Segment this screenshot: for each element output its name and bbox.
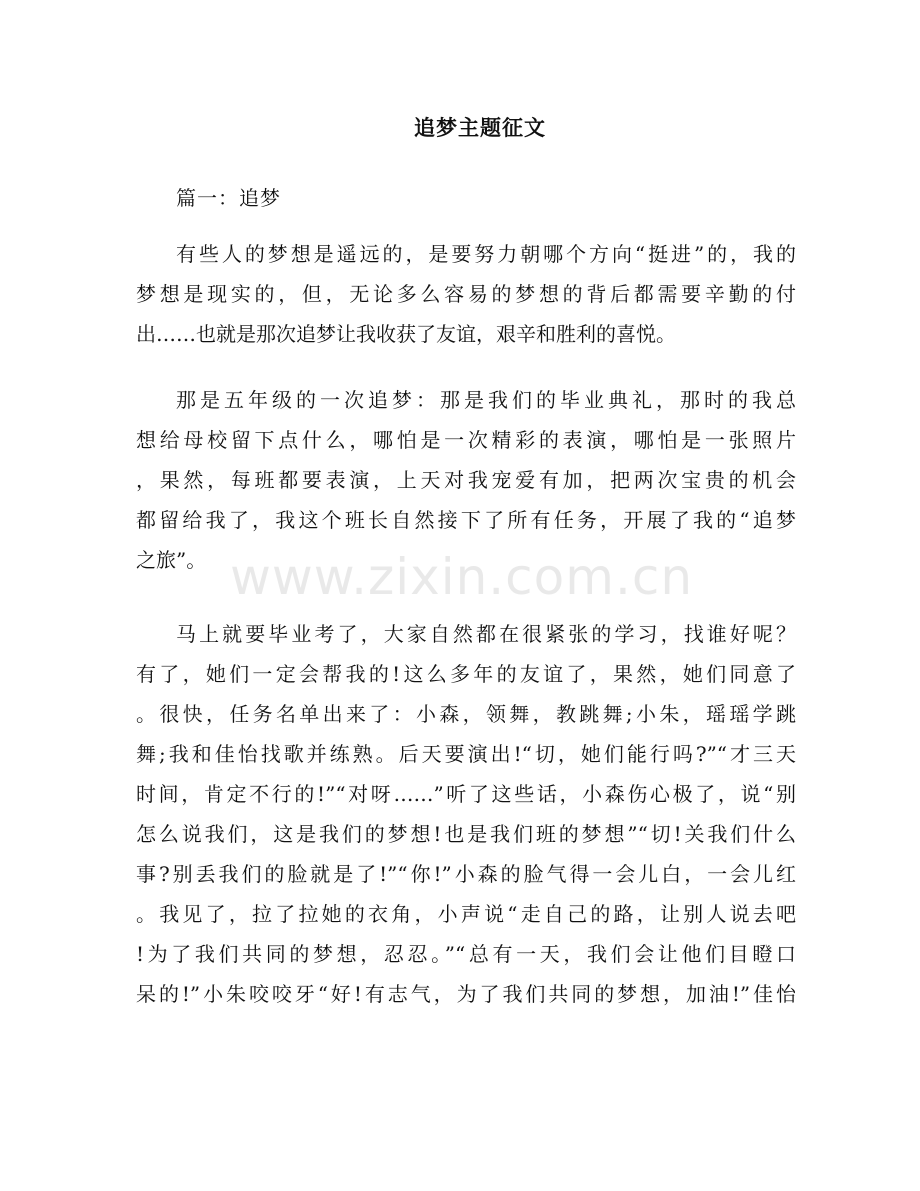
paragraph-line: 梦想是现实的，但，无论多么容易的梦想的背后都需要辛勤的付 bbox=[136, 282, 796, 306]
paragraph-line: !为了我们共同的梦想，忍忍。”“总有一天，我们会让他们目瞪口 bbox=[136, 942, 796, 966]
paragraph-line: 马上就要毕业考了，大家自然都在很紧张的学习，找谁好呢？ bbox=[176, 622, 796, 646]
paragraph-line: 出……也就是那次追梦让我收获了友谊，艰辛和胜利的喜悦。 bbox=[136, 322, 676, 346]
document-title: 追梦主题征文 bbox=[414, 116, 546, 140]
paragraph-line: 呆的!”小朱咬咬牙“好!有志气，为了我们共同的梦想，加油!”佳怡 bbox=[136, 982, 796, 1006]
paragraph-line: 。我见了，拉了拉她的衣角，小声说“走自己的路，让别人说去吧 bbox=[136, 902, 796, 926]
paragraph-2 bbox=[136, 380, 796, 580]
paragraph-line: 想给母校留下点什么，哪怕是一次精彩的表演，哪怕是一张照片 bbox=[136, 428, 796, 452]
paragraph-line: 那是五年级的一次追梦：那是我们的毕业典礼，那时的我总 bbox=[176, 388, 796, 412]
watermark: www.zixin.com.cn bbox=[230, 548, 694, 606]
paragraph-line: 舞;我和佳怡找歌并练熟。后天要演出!“切，她们能行吗?”“才三天 bbox=[136, 742, 796, 766]
paragraph-line: 事?别丢我们的脸就是了!”“你!”小森的脸气得一会儿白，一会儿红 bbox=[136, 862, 796, 886]
paragraph-line: 。很快，任务名单出来了：小森，领舞，教跳舞;小朱，瑶瑶学跳 bbox=[136, 702, 796, 726]
paragraph-line: 有些人的梦想是遥远的，是要努力朝哪个方向“挺进”的，我的 bbox=[176, 242, 796, 266]
paragraph-line: 之旅”。 bbox=[136, 548, 207, 572]
paragraph-3 bbox=[136, 614, 796, 1014]
paragraph-1 bbox=[136, 234, 796, 354]
paragraph-line: 都留给我了，我这个班长自然接下了所有任务，开展了我的“追梦 bbox=[136, 508, 796, 532]
paragraph-line: 怎么说我们，这是我们的梦想!也是我们班的梦想”“切!关我们什么 bbox=[136, 822, 796, 846]
paragraph-line: 时间，肯定不行的!”“对呀……”听了这些话，小森伤心极了，说“别 bbox=[136, 782, 796, 806]
paragraph-line: ，果然，每班都要表演，上天对我宠爱有加，把两次宝贵的机会 bbox=[136, 468, 796, 492]
paragraph-line: 有了，她们一定会帮我的!这么多年的友谊了，果然，她们同意了 bbox=[136, 662, 796, 686]
section-heading: 篇一：追梦 bbox=[176, 186, 281, 210]
